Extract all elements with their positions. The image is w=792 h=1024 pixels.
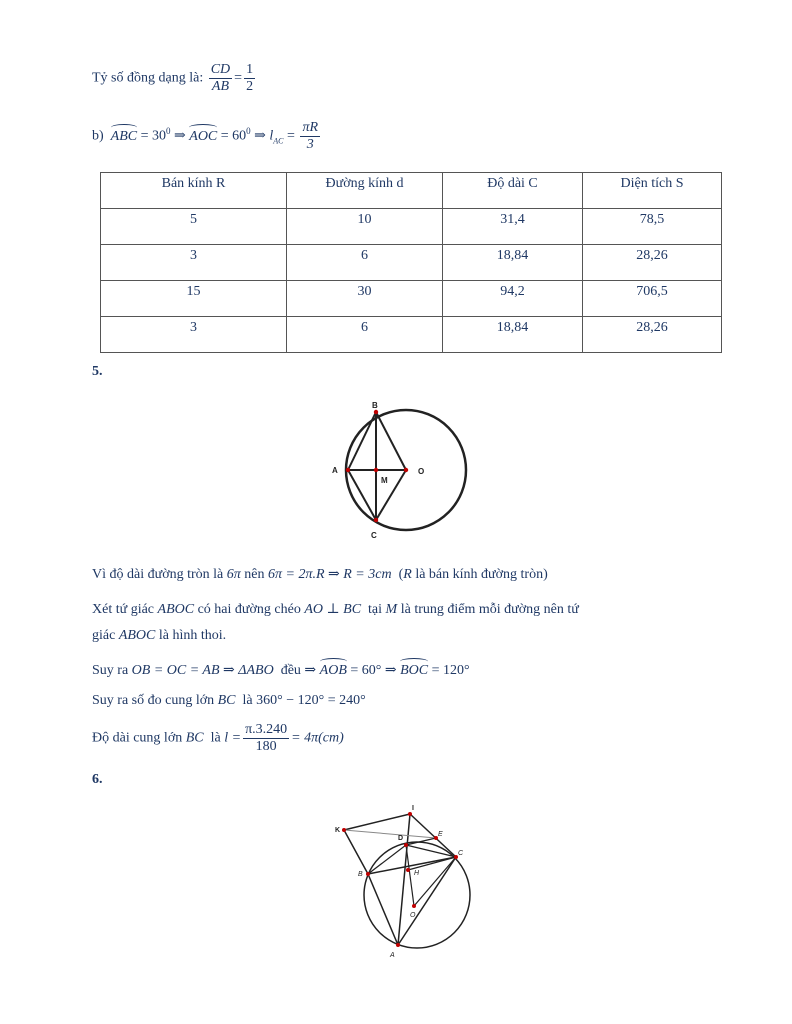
segment-ke	[344, 830, 436, 838]
table-header-cell: Độ dài C	[443, 173, 583, 209]
segment-bo	[376, 412, 406, 470]
point-b	[366, 872, 370, 876]
figure-5-rhombus-circle	[320, 398, 480, 546]
point-o	[404, 468, 408, 472]
point-m	[374, 468, 378, 472]
s5-line-2: Xét tứ giác ABOC có hai đường chéo AO ⊥ BC tại M là trung điểm mỗi đường nên tứ	[92, 602, 579, 617]
table-cell: 5	[101, 209, 287, 245]
angle-aoc: AOC	[189, 128, 218, 144]
s5-line-3: giác ABOC là hình thoi.	[92, 628, 227, 643]
point-o	[412, 904, 416, 908]
arc-length-fraction: $\frac{\pi R}{3}$	[302, 120, 319, 152]
label-c: C	[371, 531, 377, 540]
segment-ab	[368, 874, 398, 945]
label-o: O	[410, 912, 416, 919]
segment-ic	[410, 814, 456, 857]
table-cell: 706,5	[583, 281, 722, 317]
table-row	[101, 209, 722, 245]
label-b: B	[358, 871, 363, 878]
point-d	[404, 843, 408, 847]
label-o: O	[418, 467, 425, 476]
table-cell: 6	[287, 245, 443, 281]
angle-abc: ABC	[110, 128, 138, 144]
label-h: H	[414, 870, 420, 877]
segment-ia	[398, 814, 410, 945]
segment-kb	[344, 830, 368, 874]
section-5-number: 5.	[92, 364, 103, 379]
ratio-line: Tỷ số đồng dạng là: $\frac{CD}{AB}$ = $\frac{1}{2}$	[92, 62, 254, 94]
table-row	[101, 317, 722, 353]
table-header-row	[101, 173, 722, 209]
arc-length-fraction-5: $\frac{\pi.3.240}{180}$	[245, 722, 288, 754]
label-a: A	[390, 952, 395, 959]
segment-do	[406, 845, 414, 906]
point-b	[374, 410, 378, 414]
s5-line-6: Độ dài cung lớn BC là l = $\frac{\pi.3.240}{180}$ = 4π(cm)	[92, 722, 344, 754]
table-cell: 78,5	[583, 209, 722, 245]
figure-6-circle-construction	[330, 800, 480, 962]
s5-line-1: Vì độ dài đường tròn là 6π nên 6π = 2π.R ⇒ R = 3cm (R là bán kính đường tròn)	[92, 567, 548, 582]
segment-ki	[344, 814, 410, 830]
label-a: A	[332, 466, 338, 475]
point-a	[346, 468, 350, 472]
label-m: M	[381, 476, 388, 485]
table-cell: 10	[287, 209, 443, 245]
segment-bc	[368, 857, 456, 874]
table-cell: 6	[287, 317, 443, 353]
point-a	[396, 943, 400, 947]
table-cell: 31,4	[443, 209, 583, 245]
section-6-number: 6.	[92, 772, 103, 787]
point-i	[408, 812, 412, 816]
label-c: C	[458, 850, 464, 857]
table-cell: 94,2	[443, 281, 583, 317]
ratio-value-fraction: $\frac{1}{2}$	[246, 62, 254, 94]
label-k: K	[335, 827, 341, 834]
angle-boc: BOC	[400, 663, 429, 678]
part-b-line: b) ABC = $30^0$ ⇒ AOC = $60^0$ ⇒ $l_{AC}$ = $\frac{\pi R}{3}$	[92, 120, 319, 152]
s5-line-5: Suy ra số đo cung lớn BC là 360° − 120° = 240°	[92, 693, 366, 708]
table-header-cell: Diện tích S	[583, 173, 722, 209]
point-h	[406, 868, 410, 872]
table-row	[101, 281, 722, 317]
circle-table	[100, 172, 722, 353]
table-cell: 3	[101, 245, 287, 281]
label-i: I	[412, 805, 414, 812]
table-cell: 18,84	[443, 317, 583, 353]
table-cell: 3	[101, 317, 287, 353]
table-cell: 28,26	[583, 245, 722, 281]
label-d: D	[398, 835, 404, 842]
table-cell: 28,26	[583, 317, 722, 353]
ratio-fraction: $\frac{CD}{AB}$	[210, 62, 231, 94]
table-header-cell: Bán kính R	[101, 173, 287, 209]
point-k	[342, 828, 346, 832]
table-header-cell: Đường kính d	[287, 173, 443, 209]
point-c	[374, 518, 378, 522]
label-e: E	[438, 831, 443, 838]
s5-line-4: Suy ra OB = OC = AB ⇒ ΔABO đều ⇒ AOB = 60° ⇒ BOC = 120°	[92, 663, 470, 678]
table-row	[101, 245, 722, 281]
table-cell: 18,84	[443, 245, 583, 281]
table-cell: 15	[101, 281, 287, 317]
table-cell: 30	[287, 281, 443, 317]
angle-aob: AOB	[319, 663, 347, 678]
label-b: B	[372, 401, 378, 410]
